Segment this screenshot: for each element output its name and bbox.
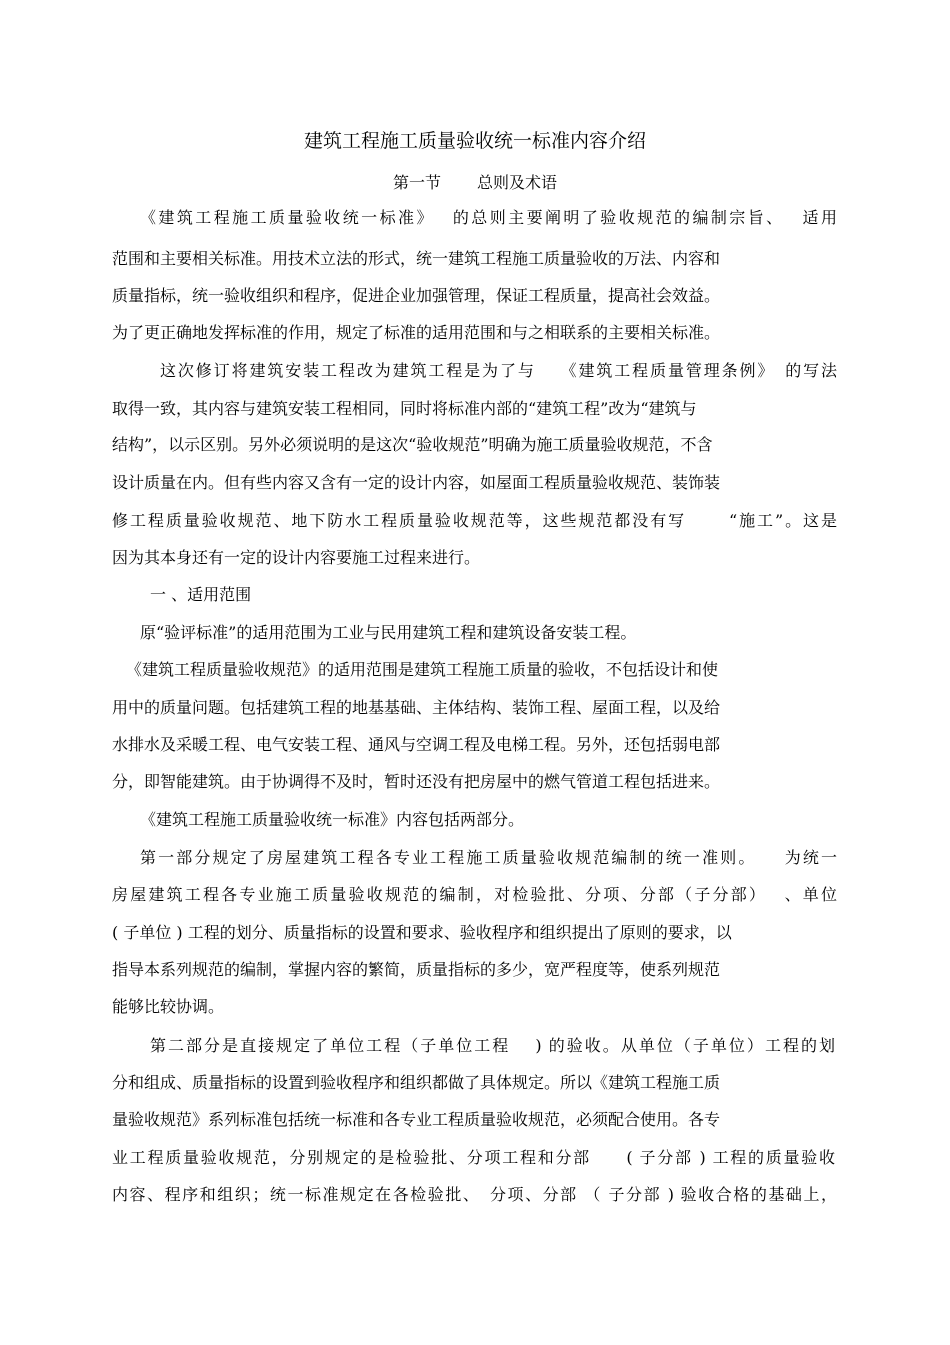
text-line: 结构”，以示区别。另外必须说明的是这次“验收规范”明确为施工质量验收规范，不含 [112,435,713,454]
text-line: 分，即智能建筑。由于协调得不及时，暂时还没有把房屋中的燃气管道工程包括进来。 [112,772,721,791]
text-line: 房屋建筑工程各专业施工质量验收规范的编制，对检验批、分项、分部（子分部） 、单位 [112,885,837,904]
text-line: 原“验评标准”的适用范围为工业与民用建筑工程和建筑设备安装工程。 [140,623,637,642]
text-line: 用中的质量问题。包括建筑工程的地基基础、主体结构、装饰工程、屋面工程，以及给 [112,698,721,717]
text-line: 水排水及采暖工程、电气安装工程、通风与空调工程及电梯工程。另外，还包括弱电部 [112,735,721,754]
text-line: 为了更正确地发挥标准的作用，规定了标准的适用范围和与之相联系的主要相关标准。 [112,323,721,342]
text-line: 指导本系列规范的编制，掌握内容的繁简，质量指标的多少，宽严程度等，使系列规范 [112,960,721,979]
text-line: 因为其本身还有一定的设计内容要施工过程来进行。 [112,548,481,567]
text-line: 内容、程序和组织；统一标准规定在各检验批、 分项、分部 （ 子分部 ) 验收合格的基础上， [112,1185,837,1204]
text-line: 《建筑工程质量验收规范》的适用范围是建筑工程施工质量的验收，不包括设计和使 [126,660,719,679]
text-line: 设计质量在内。但有些内容又含有一定的设计内容，如屋面工程质量验收规范、装饰装 [112,473,721,492]
section-number: 第一节 [392,173,441,192]
text-line: ( 子单位 ) 工程的划分、质量指标的设置和要求、验收程序和组织提出了原则的要求，以 [112,923,732,942]
subsection-heading: 一 、适用范围 [150,585,252,604]
text-line: 业工程质量验收规范，分别规定的是检验批、分项工程和分部 ( 子分部 ) 工程的质量验收 [112,1148,835,1167]
text-line: 范围和主要相关标准。用技术立法的形式，统一建筑工程施工质量验收的万法、内容和 [112,249,721,268]
text-line: 《建筑工程施工质量验收统一标准》 的总则主要阐明了验收规范的编制宗旨、 适用 [140,208,837,227]
text-line: 修工程质量验收规范、地下防水工程质量验收规范等，这些规范都没有写 “施工”。这是 [112,511,837,530]
text-line: 能够比较协调。 [112,997,225,1016]
text-line: 取得一致，其内容与建筑安装工程相同，同时将标准内部的“建筑工程”改为“建筑与 [112,399,697,418]
text-line: 量验收规范》系列标准包括统一标准和各专业工程质量验收规范，必须配合使用。各专 [112,1110,721,1129]
text-line: 第二部分是直接规定了单位工程（子单位工程 ) 的验收。从单位（子单位）工程的划 [150,1036,835,1055]
text-line: 《建筑工程施工质量验收统一标准》内容包括两部分。 [140,810,525,829]
document-title: 建筑工程施工质量验收统一标准内容介绍 [303,130,646,152]
text-line: 这次修订将建筑安装工程改为建筑工程是为了与 《建筑工程质量管理条例》 的写法 [160,361,837,380]
section-name: 总则及术语 [477,173,558,192]
text-line: 质量指标，统一验收组织和程序，促进企业加强管理，保证工程质量，提高社会效益。 [112,286,721,305]
text-line: 分和组成、质量指标的设置到验收程序和组织都做了具体规定。所以《建筑工程施工质 [112,1073,721,1092]
text-line: 第一部分规定了房屋建筑工程各专业工程施工质量验收规范编制的统一准则。 为统一 [140,848,837,867]
section-heading [0,170,950,196]
